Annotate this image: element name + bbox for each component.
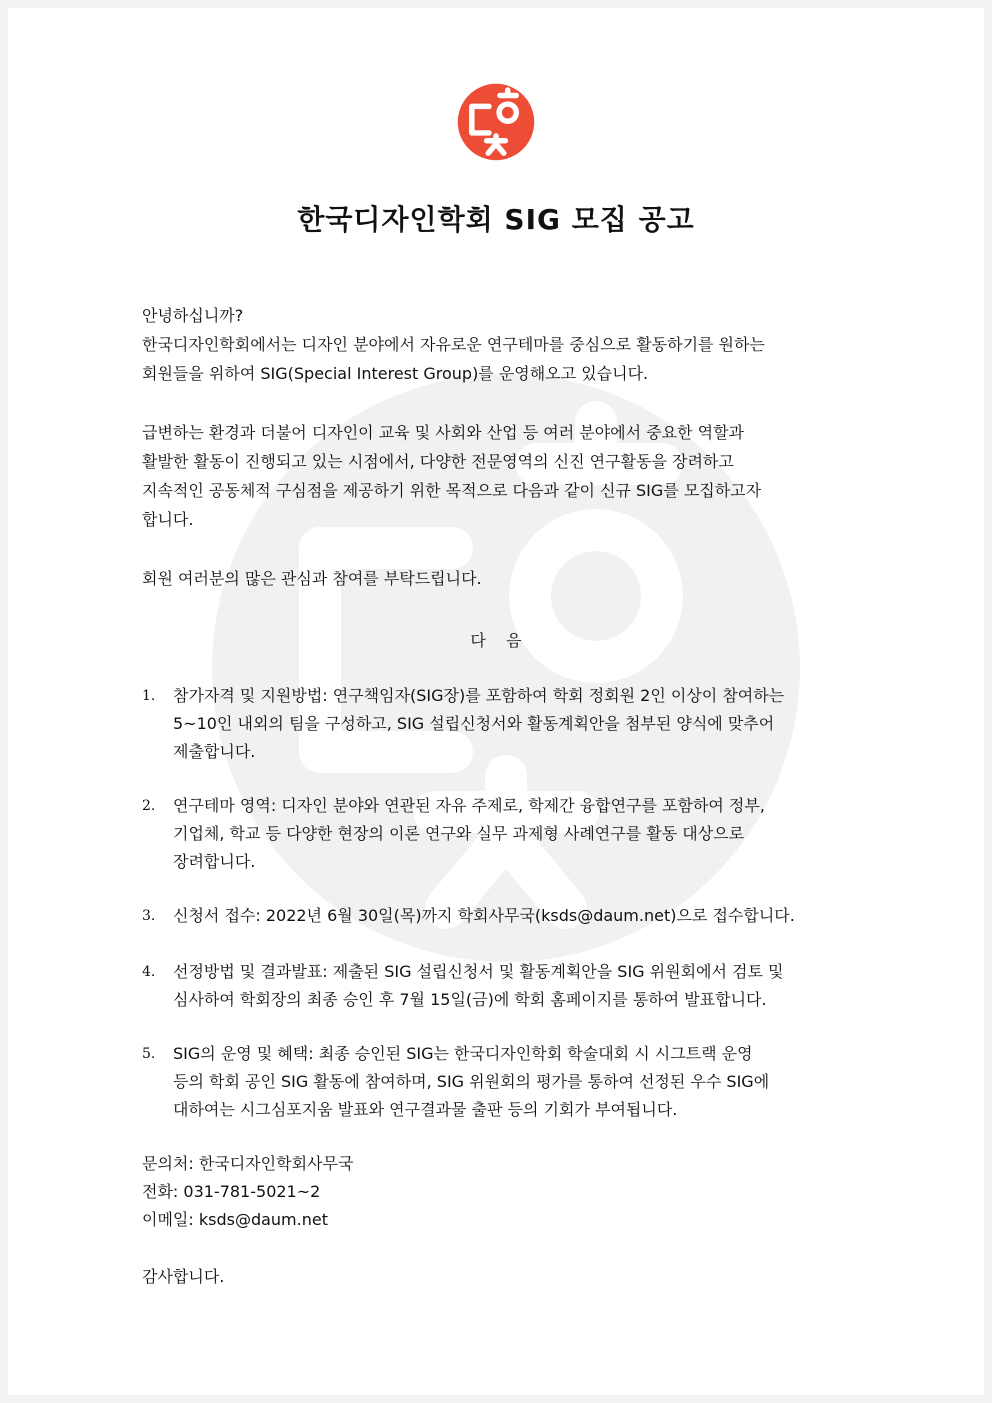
closing-line: 감사합니다. — [142, 1267, 225, 1286]
item-line: 참가자격 및 지원방법: 연구책임자(SIG장)를 포함하여 학회 정회원 2인 이상이 참여하는 — [173, 686, 785, 705]
purpose-paragraph — [142, 418, 761, 534]
intro-line: 회원들을 위하여 SIG(Special Interest Group)를 운영해오고 있습니다. — [142, 364, 649, 383]
item-line: 신청서 접수: 2022년 6월 30일(목)까지 학회사무국(ksds@daum.net)으로 접수합니다. — [173, 906, 795, 925]
item-line: 5~10인 내외의 팀을 구성하고, SIG 설립신청서와 활동계획안을 첨부된 양식에 맞추어 — [173, 714, 775, 733]
item-number: 3. — [142, 908, 156, 924]
purpose-line: 합니다. — [142, 510, 194, 529]
item-line: 장려합니다. — [173, 852, 256, 871]
purpose-line: 급변하는 환경과 더불어 디자인이 교육 및 사회와 산업 등 여러 분야에서 중요한 역할과 — [142, 423, 744, 442]
contact-org: 문의처: 한국디자인학회사무국 — [142, 1154, 354, 1173]
item-line: 심사하여 학회장의 최종 승인 후 7월 15일(금)에 학회 홈페이지를 통하여 발표합니다. — [173, 990, 767, 1009]
ksds-logo-icon — [457, 83, 535, 161]
item-line: 연구테마 영역: 디자인 분야와 연관된 자유 주제로, 학제간 융합연구를 포함하여 정부, — [173, 796, 765, 815]
item-line: 대하여는 시그심포지움 발표와 연구결과물 출판 등의 기회가 부여됩니다. — [173, 1100, 678, 1119]
contact-email: 이메일: ksds@daum.net — [142, 1210, 328, 1229]
item-line: 기업체, 학교 등 다양한 현장의 이론 연구와 실무 과제형 사례연구를 활동 대상으로 — [173, 824, 745, 843]
contact-block — [142, 1150, 353, 1234]
request-line: 회원 여러분의 많은 관심과 참여를 부탁드립니다. — [142, 569, 482, 588]
item-line: 선정방법 및 결과발표: 제출된 SIG 설립신청서 및 활동계획안을 SIG 위원회에서 검토 및 — [173, 962, 784, 981]
intro-line: 한국디자인학회에서는 디자인 분야에서 자유로운 연구테마를 중심으로 활동하기를 원하는 — [142, 335, 765, 354]
intro-paragraph — [142, 301, 765, 388]
greeting: 안녕하십니까? — [142, 306, 244, 325]
item-number: 5. — [142, 1046, 156, 1062]
item-number: 4. — [142, 964, 156, 980]
section-heading: 다 음 — [470, 631, 522, 650]
item-line: SIG의 운영 및 혜택: 최종 승인된 SIG는 한국디자인학회 학술대회 시 시그트랙 운영 — [173, 1044, 753, 1063]
document-page — [8, 8, 984, 1395]
purpose-line: 지속적인 공동체적 구심점을 제공하기 위한 목적으로 다음과 같이 신규 SIG를 모집하고자 — [142, 481, 762, 500]
page-title: 한국디자인학회 SIG 모집 공고 — [297, 203, 695, 236]
item-number: 1. — [142, 688, 156, 704]
item-number: 2. — [142, 798, 156, 814]
item-line: 제출합니다. — [173, 742, 256, 761]
item-line: 등의 학회 공인 SIG 활동에 참여하며, SIG 위원회의 평가를 통하여 선정된 우수 SIG에 — [173, 1072, 770, 1091]
contact-phone: 전화: 031-781-5021~2 — [142, 1182, 321, 1201]
purpose-line: 활발한 활동이 진행되고 있는 시점에서, 다양한 전문영역의 신진 연구활동을 장려하고 — [142, 452, 734, 471]
